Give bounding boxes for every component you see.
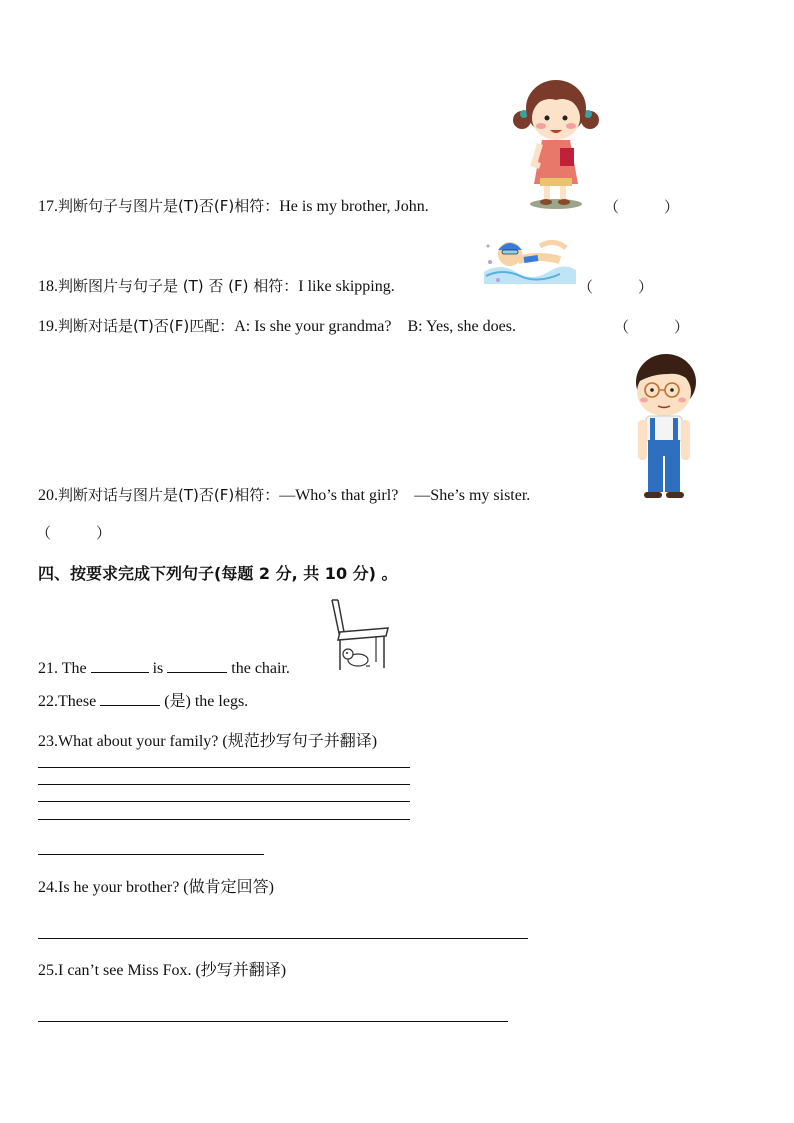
chair-with-dog-image bbox=[326, 598, 392, 674]
writing-line-23-4[interactable] bbox=[38, 819, 410, 820]
question-20: 20.判断对话与图片是(T)否(F)相符：—Who’s that girl? —She’s my sister. bbox=[38, 486, 531, 504]
writing-line-23-2[interactable] bbox=[38, 784, 410, 785]
question-18: 18.判断图片与句子是 (T) 否 (F) 相符：I like skipping. bbox=[38, 277, 395, 295]
question-17: 17.判断句子与图片是(T)否(F)相符：He is my brother, John. bbox=[38, 197, 429, 215]
answer-paren-17[interactable]: （ ） bbox=[604, 198, 680, 216]
section-4-heading: 四、按要求完成下列句子(每题 2 分, 共 10 分) 。 bbox=[38, 564, 398, 583]
question-22: 22.These (是) the legs. bbox=[38, 690, 248, 712]
question-19: 19.判断对话是(T)否(F)匹配：A: Is she your grandma? B: Yes, she does. bbox=[38, 317, 516, 335]
answer-line-25[interactable] bbox=[38, 1021, 508, 1022]
answer-line-24[interactable] bbox=[38, 938, 528, 939]
girl-with-book-image bbox=[510, 78, 600, 213]
answer-paren-19[interactable]: （ ） bbox=[614, 318, 690, 336]
answer-paren-20[interactable]: （ ） bbox=[36, 524, 112, 542]
writing-line-23-1[interactable] bbox=[38, 767, 410, 768]
boy-image bbox=[628, 352, 700, 502]
question-21: 21. The is the chair. bbox=[38, 657, 290, 679]
answer-line-23[interactable] bbox=[38, 854, 264, 855]
question-25: 25.I can’t see Miss Fox. (抄写并翻译) bbox=[38, 962, 287, 979]
writing-line-23-3[interactable] bbox=[38, 801, 410, 802]
question-24: 24.Is he your brother? (做肯定回答) bbox=[38, 879, 274, 896]
blank-22[interactable] bbox=[100, 690, 160, 706]
blank-21a[interactable] bbox=[91, 657, 149, 673]
answer-paren-18[interactable]: （ ） bbox=[578, 278, 654, 296]
swimmer-image bbox=[480, 232, 576, 290]
blank-21b[interactable] bbox=[167, 657, 227, 673]
question-23: 23.What about your family? (规范抄写句子并翻译) bbox=[38, 733, 378, 750]
